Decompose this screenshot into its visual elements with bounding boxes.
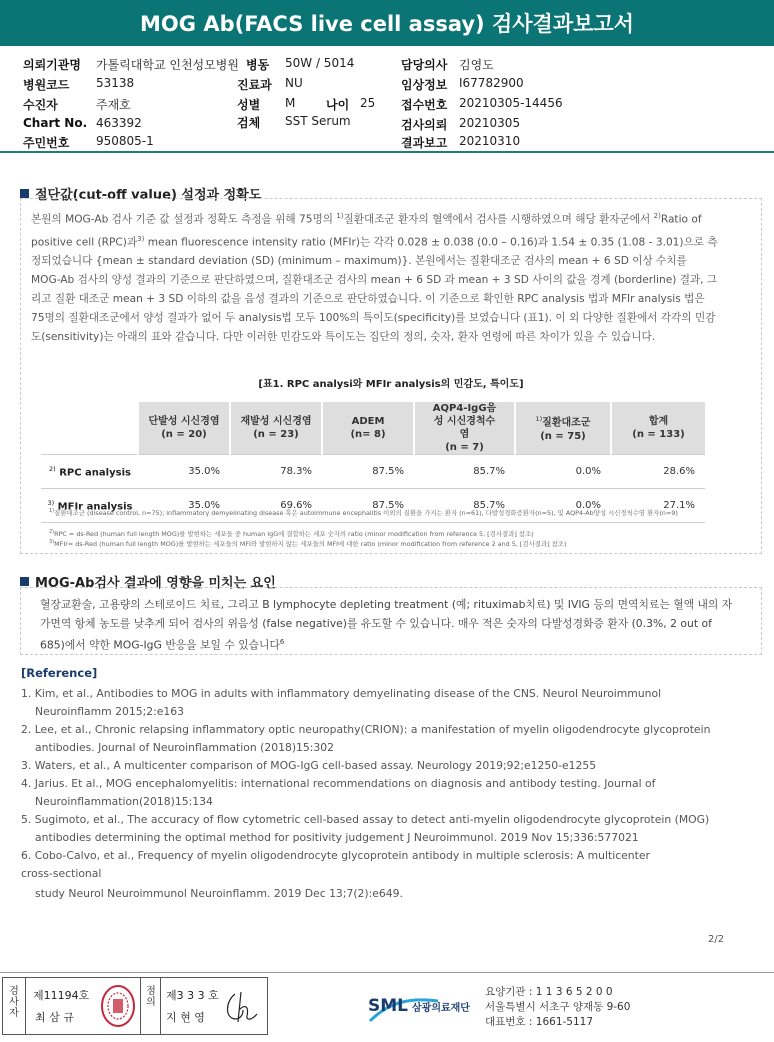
fn-text: 질환대조군 (disease control, n=75); inflammatory demyelinating disease 혹은 autoimmune encephalitis 이외의 질환을 가지는 환자 (n=61), 다발성경화증환자(n=5), 및 AQP4-Ab양성 시신경척수염 환자(n=9): [54, 509, 678, 518]
section2-paragraph: [40, 595, 740, 655]
sig-divider: [160, 978, 161, 1034]
fn-sup: 3): [49, 539, 55, 545]
report-value: 20210310: [459, 134, 521, 148]
table-cell: 0.0%: [515, 455, 611, 489]
section2-box: [20, 587, 762, 655]
taker-label: 수진자: [23, 98, 58, 112]
footnote: [49, 507, 709, 519]
footer-divider: [0, 972, 774, 973]
reference-line: 6. Cobo-Calvo, et al., Frequency of myelin oligodendrocyte glycoprotein antibody in multiple sclerosis: A multicenter: [21, 849, 650, 862]
section2-title-text: MOG-Ab검사 결과에 영향을 미치는 요인: [35, 576, 276, 591]
table-cell: 85.7%: [414, 489, 515, 523]
row-sup: 2): [49, 464, 56, 473]
section1-title-text: 절단값(cut-off value) 설정과 정확도: [35, 188, 262, 203]
request-value: 20210305: [459, 116, 521, 130]
ward-value: 50W / 5014: [285, 56, 355, 70]
table-cell: 35.0%: [138, 455, 230, 489]
specimen-label: 검체: [237, 116, 261, 130]
institution-info: [485, 985, 630, 1030]
col-n: (n = 23): [253, 429, 299, 440]
logo-subtitle: 삼광의료재단: [412, 1003, 470, 1014]
table-cell: 35.0%: [138, 489, 230, 523]
header-cell: [515, 402, 611, 455]
sup-ref: 1): [336, 212, 344, 220]
seal-stamp-icon: [98, 983, 138, 1029]
page-number: 2/2: [708, 934, 725, 945]
report-label: 결과보고: [401, 136, 448, 150]
ward-label: 병동: [246, 58, 270, 72]
doctor-label: 담당의사: [401, 58, 448, 72]
receipt-value: 20210305-14456: [459, 96, 563, 110]
examiner-name: 최 삼 규: [35, 1011, 74, 1024]
table-row: [41, 455, 705, 489]
row-label-text: RPC analysis: [59, 467, 131, 479]
reference-item: [21, 847, 741, 903]
p-part: mean fluorescence intensity ratio (MFIr)는 각각 0.028 ± 0.038 (0.0 – 0.16)과 1.54 ± 0.35 (1.08 - 3.01)으로 측정되었습니다 {mean ± standard deviation (SD) (minimum – maximum)}. 본원에서는 질환대조군 검사의 mean + 6 SD 이상 수치를 MOG-Ab 검사의 양성 결과의 기준으로 판단하였으며, 질환대조군 검사의 mean + 6 SD 과 mean + 3 SD 사이의 값을 경계 (borderline) 결과, 그리고 질환 대조군 mean + 3 SD 이하의 값을 음성 결과의 기준으로 판단하였습니다. 이 기준으로 확인한 RPC analysis 법과 MFIr analysis 법은 75명의 질환대조군에서 양성 결과가 없어 두 analysis법 모두 100%의 특이도(specificity)를 보였습니다 (표1). 이 외 다양한 질환에서 각각의 민감도(sensitivity)는 아래의 표와 같습니다. 다만 이러한 민감도와 특이도는 집단의 정의, 숫자, 환자 연령에 따른 차이가 있을 수 있습니다.: [31, 236, 718, 344]
doctor-value: 김영도: [459, 58, 494, 72]
reference-item: 5. Sugimoto, et al., The accuracy of flow cytometric cell-based assay to detect anti-myelin oligodendrocyte glycoprotein (MOG) antibodies determining the optimal method for positivity judgement J Neuroimmunol. 2019 Nov 15;336:577021: [21, 813, 710, 844]
dept-label: 진료과: [237, 78, 272, 92]
physician-label: 점의: [146, 986, 156, 1008]
col-name: 합계: [648, 416, 669, 427]
header-cell: [230, 402, 322, 455]
sex-label: 성별: [237, 98, 261, 112]
square-bullet-icon: [20, 577, 29, 586]
col-name: 재발성 시신경염: [240, 416, 312, 427]
header-cell: [322, 402, 414, 455]
clinical-label: 임상정보: [401, 78, 448, 92]
handwritten-signature-icon: [223, 988, 263, 1026]
reference-line: cross-sectional: [21, 867, 102, 880]
col-name: ADEM: [351, 416, 385, 427]
info-divider: [0, 151, 774, 153]
rrn-label: 주민번호: [23, 136, 70, 150]
fn-sup: 1): [49, 508, 55, 514]
reference-title: [Reference]: [21, 666, 98, 680]
physician-license: 제3 3 3 호: [166, 989, 219, 1002]
report-title: MOG Ab(FACS live cell assay) 검사결과보고서: [0, 0, 774, 46]
col-sup: 1): [535, 415, 543, 424]
logo-text: SML: [368, 996, 408, 1016]
examiner-label: 검사자: [9, 986, 19, 1019]
sup-ref: 2): [653, 212, 661, 220]
taker-value: 주재호: [96, 98, 131, 112]
header-cell: [611, 402, 705, 455]
col-name: AQP4-IgG음성 시신경척수염: [432, 403, 497, 440]
header-cell: [414, 402, 515, 455]
section1-box: [20, 198, 762, 554]
col-n: (n = 7): [445, 442, 484, 453]
p-part: Ratio of positive cell (RPC)과: [31, 213, 702, 249]
rrn-value: 950805-1: [96, 134, 154, 148]
row-label: [41, 455, 138, 489]
table-cell: 28.6%: [611, 455, 705, 489]
table-caption: [표1. RPC analysi와 MFIr analysis의 민감도, 특이도]: [258, 379, 524, 390]
reference-list: [21, 685, 741, 903]
dept-value: NU: [285, 76, 303, 90]
reference-item: 2. Lee, et al., Chronic relapsing inflammatory optic neuropathy(CRION): a manifestation of myelin oligodendrocyte glycoprotein antibodies. Journal of Neuroinflammation (2018)15:302: [21, 723, 711, 754]
table-header-row: [41, 402, 705, 455]
sex-value: M: [285, 96, 296, 110]
p-part: 혈장교환술, 고용량의 스테로이드 치료, 그리고 B lymphocyte depleting treatment (예; rituximab치료) 및 IVIG 등의 면역치료는 혈액 내의 자가면역 항체 농도를 낮추게 되어 검사의 위음성 (false negative)를 유도할 수 있습니다. 매우 적은 숫자의 다발성경화증 환자 (0.3%, 2 out of 685)에서 약한 MOG-IgG 반응을 보일 수 있습니다: [40, 598, 733, 652]
inst-label: 의뢰기관명: [23, 58, 81, 72]
physician-name: 지 현 영: [166, 1011, 205, 1024]
fn-text: MFIr= ds-Red (human full length MOG)를 발현하는 세포들의 MFI와 발현하지 않는 세포들의 MFI에 대한 ratio (minor modification from reference 2 and 5, [검사결과] 참조): [54, 540, 567, 549]
inst-value: 가톨릭대학교 인천성모병원: [96, 58, 239, 72]
table-cell: 69.6%: [230, 489, 322, 523]
col-n: (n= 8): [350, 429, 386, 440]
reference-item: 1. Kim, et al., Antibodies to MOG in adults with inflammatory demyelinating disease of the CNS. Neurol Neuroimmunol Neuroinflamm 2015;2:e163: [21, 687, 662, 718]
footnote: [49, 538, 709, 550]
section1-paragraph: [31, 207, 719, 347]
row-label-text: MFIr analysis: [57, 501, 133, 513]
inst-code: 요양기관 : 1 1 3 6 5 2 0 0: [485, 986, 613, 998]
inst-phone: 대표번호 : 1661-5117: [485, 1016, 594, 1028]
examiner-license: 제11194호: [33, 989, 90, 1002]
sup-ref: 6: [279, 638, 285, 646]
reference-line: study Neurol Neuroimmunol Neuroinflamm. 2019 Dec 13;7(2):e649.: [35, 887, 403, 900]
reference-item: 3. Waters, et al., A multicenter comparison of MOG-IgG cell-based assay. Neurology 2019;92;e1250-e1255: [21, 759, 597, 772]
reference-item: 4. Jarius. Et al., MOG encephalomyelitis: international recommendations on diagnosis and antibody testing. Journal of Neuroinflammation(2018)15:134: [21, 777, 656, 808]
inst-address: 서울특별시 서초구 양재동 9-60: [485, 1001, 631, 1013]
table-cell: 85.7%: [414, 455, 515, 489]
table-cell: 0.0%: [515, 489, 611, 523]
col-n: (n = 20): [161, 429, 207, 440]
table-cell: 87.5%: [322, 489, 414, 523]
specimen-value: SST Serum: [285, 114, 351, 128]
signature-box: [2, 977, 268, 1035]
sig-divider: [140, 978, 141, 1034]
table-cell: 27.1%: [611, 489, 705, 523]
request-label: 검사의뢰: [401, 118, 448, 132]
fn-sup: 2): [49, 529, 55, 535]
header-cell: [138, 402, 230, 455]
header-empty: [41, 402, 138, 455]
table-cell: 78.3%: [230, 455, 322, 489]
row-sup: 3): [47, 498, 55, 507]
col-n: (n = 75): [540, 430, 586, 442]
fn-text: RPC = ds-Red (human full length MOG)를 발현하는 세포들 중 human IgG에 결합하는 세포 숫자의 ratio (minor modification from reference 5, [검사결과] 참조): [54, 530, 534, 539]
patient-info: [0, 52, 774, 152]
chart-value: 463392: [96, 116, 142, 130]
age-label: 나이: [326, 98, 350, 112]
sig-divider: [25, 978, 26, 1034]
col-n: (n = 133): [632, 429, 685, 440]
col-name: 단발성 시신경염: [148, 416, 220, 427]
col-name: 질환대조군: [542, 417, 591, 429]
p-part: 질환대조군 환자의 혈액에서 검사를 시행하였으며 해당 환자군에서: [343, 213, 654, 226]
receipt-label: 접수번호: [401, 98, 448, 112]
sensitivity-table: [41, 402, 705, 523]
age-value: 25: [360, 96, 376, 110]
hosp-value: 53138: [96, 76, 135, 90]
square-bullet-icon: [20, 189, 29, 198]
p-part: 본원의 MOG-Ab 검사 기준 값 설정과 정확도 측정을 위해 75명의: [31, 213, 337, 226]
hosp-label: 병원코드: [23, 78, 70, 92]
clinical-value: I67782900: [459, 76, 524, 90]
sup-ref: 3): [137, 234, 145, 243]
chart-label: Chart No.: [23, 116, 88, 130]
table-cell: 87.5%: [322, 455, 414, 489]
